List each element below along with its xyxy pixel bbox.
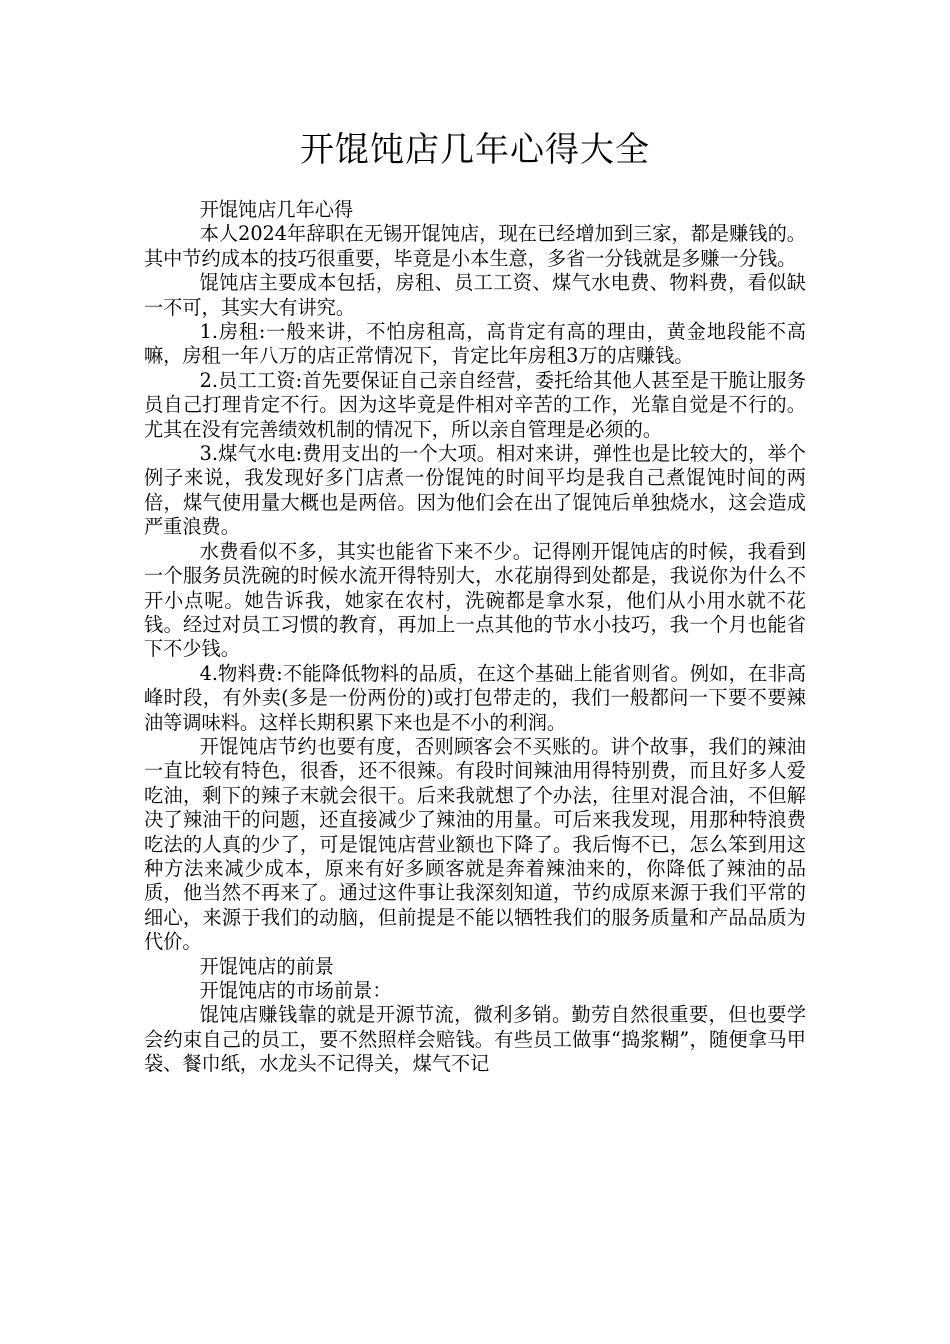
paragraph-prospects-heading: 开馄饨店的前景 bbox=[199, 954, 334, 978]
document-title: 开馄饨店几年心得大全 bbox=[300, 130, 650, 170]
paragraph-utilities: 3.煤气水电:费用支出的一个大项。相对来讲，弹性也是比较大的，举个例子来说，我发现好多门店煮一份馄饨的时间平均是我自己煮馄饨时间的两倍，煤气使用量大概也是两倍。因为他们会在出了馄饨后单独烧水，这会造成严重浪费。 bbox=[144, 442, 806, 539]
paragraph-chili-oil-story: 开馄饨店节约也要有度，否则顾客会不买账的。讲个故事，我们的辣油一直比较有特色，很香，还不很辣。有段时间辣油用得特别费，而且好多人爱吃油，剩下的辣子末就会很干。后来我就想了个办法，往里对混合油，不但解决了辣油干的问题，还直接减少了辣油的用量。可后来我发现，用那种特浪费吃法的人真的少了，可是馄饨店营业额也下降了。我后悔不已，怎么笨到用这种方法来减少成本，原来有好多顾客就是奔着辣油来的，你降低了辣油的品质，他当然不再来了。通过这件事让我深刻知道，节约成原来源于我们平常的细心，来源于我们的动脑，但前提是不能以牺牲我们的服务质量和产品品质为代价。 bbox=[144, 734, 806, 954]
paragraph-wages: 2.员工工资:首先要保证自己亲自经营，委托给其他人甚至是干脆让服务员自己打理肯定不行。因为这毕竟是件相对辛苦的工作，光靠自觉是不行的。尤其在没有完善绩效机制的情况下，所以亲自管理是必须的。 bbox=[144, 368, 806, 441]
paragraph-intro: 本人2024年辞职在无锡开馄饨店，现在已经增加到三家，都是赚钱的。其中节约成本的技巧很重要，毕竟是小本生意，多省一分钱就是多赚一分钱。 bbox=[144, 222, 806, 270]
paragraph-materials: 4.物料费:不能降低物料的品质，在这个基础上能省则省。例如，在非高峰时段，有外卖(多是一份两份的)或打包带走的，我们一般都问一下要不要辣油等调味料。这样长期积累下来也是不小的利润。 bbox=[144, 661, 806, 734]
paragraph-water: 水费看似不多，其实也能省下来不少。记得刚开馄饨店的时候，我看到一个服务员洗碗的时候水流开得特别大，水花崩得到处都是，我说你为什么不开小点呢。她告诉我，她家在农村，洗碗都是拿水泵，他们从小用水就不花钱。经过对员工习惯的教育，再加上一点其他的节水小技巧，我一个月也能省下不少钱。 bbox=[144, 539, 806, 661]
paragraph-market: 馄饨店赚钱靠的就是开源节流，微利多销。勤劳自然很重要，但也要学会约束自己的员工，要不然照样会赔钱。有些员工做事“捣浆糊”，随便拿马甲袋、餐巾纸，水龙头不记得关，煤气不记 bbox=[144, 1003, 806, 1076]
paragraph-market-heading: 开馄饨店的市场前景： bbox=[199, 979, 392, 1002]
paragraph-costs: 馄饨店主要成本包括，房租、员工工资、煤气水电费、物料费，看似缺一不可，其实大有讲究。 bbox=[144, 271, 806, 319]
paragraph-rent: 1.房租:一般来讲，不怕房租高，高肯定有高的理由，黄金地段能不高嘛，房租一年八万的店正常情况下，肯定比年房租3万的店赚钱。 bbox=[144, 320, 806, 368]
document-body bbox=[144, 198, 806, 1077]
paragraph-subtitle: 开馄饨店几年心得 bbox=[199, 198, 354, 221]
